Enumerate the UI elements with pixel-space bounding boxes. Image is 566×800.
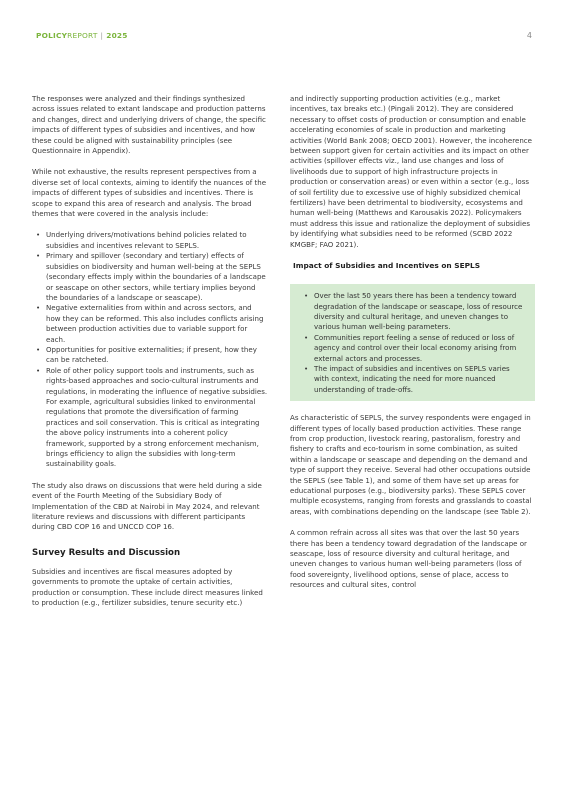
- paragraph: The study also draws on discussions that were held during a side event of the Fourth Meeting of the Subsidiary Body of Implementation of the CBD at Nairobi in May 2024, and relevant literature reviews and discussions with different participants during CBD COP 16 and UNCCD COP 16.: [32, 480, 262, 532]
- list-item: • Over the last 50 years there has been a tendency toward degradation of the landscape or seascape, loss of resource diversity and cultural heritage, and uneven changes to various human well-being parameters.: [314, 291, 525, 333]
- paragraph: Subsidies and incentives are fiscal measures adopted by governments to promote the uptake of certain activities, production or consumption. These include direct measures linked to production (e.g., fertilizer subsidies, tenure security etc.): [32, 566, 263, 608]
- paragraph: The responses were analyzed and their findings synthesized across issues related to extant landscape and production patterns and changes, direct and underlying drivers of change, the specific impacts of different types of subsidies and incentives, and how these could be aligned with sustainability principles (see Questionnaire in Appendix).: [32, 94, 266, 156]
- brand-policy: POLICY: [36, 31, 68, 40]
- themes-list: [32, 230, 268, 469]
- paragraph: and indirectly supporting production activities (e.g., market incentives, tax breaks etc.) (Pingali 2012). They are considered necessary to offset costs of production or consumption and enable accelerating economies of scale in production and marketing activities (World Bank 2008; OECD 2001). However, the incoherence between support given for certain activities and its impact on other activities (spillover effects viz., land use changes and loss of livelihoods due to support of high infrastructure projects in production or conservation areas) or even within a sector (e.g., loss of soil fertility due to excessive use of highly subsidized chemical fertilizers) have been detrimental to biodiversity, ecosystems and human well-being (Matthews and Karousakis 2022). Policymakers must address this issue and rationalize the deployment of subsidies by identifying what subsidies need to be reformed (SCBD 2022 KMGBF; FAO 2021).: [290, 94, 532, 249]
- key-findings-callout: [290, 284, 535, 401]
- list-item: • Communities report feeling a sense of reduced or loss of agency and control over their local economy arising from external actors and processes.: [314, 333, 525, 364]
- section-heading: Survey Results and Discussion: [32, 547, 181, 558]
- page-number: 4: [526, 31, 532, 40]
- paragraph: A common refrain across all sites was that over the last 50 years there has been a tendency toward degradation of the landscape or seascape, loss of resource diversity and cultural heritage, and uneven changes to various human well-being parameters (loss of food sovereignty, livelihood options, sense of place, access to resources and cultural sites, control: [290, 528, 527, 590]
- right-column: [290, 94, 535, 602]
- left-column: [32, 94, 268, 619]
- list-item: • Primary and spillover (secondary and tertiary) effects of subsidies on biodiversity and human well-being at the SEPLS (secondary effects imply within the boundaries of a landscape or seascape on other sectors, while tertiary implies beyond the boundaries of a landscape or seascape).: [46, 251, 268, 303]
- list-item: • The impact of subsidies and incentives on SEPLS varies with context, indicating the need for more nuanced understanding of trade-offs.: [314, 364, 525, 395]
- list-item: • Underlying drivers/motivations behind policies related to subsidies and incentives relevant to SEPLS.: [46, 230, 268, 251]
- list-item: • Opportunities for positive externalities; if present, how they can be ratcheted.: [46, 345, 268, 366]
- report-brand: [36, 31, 128, 40]
- list-item: • Negative externalities from within and across sectors, and how they can be reformed. This also includes conflicts arising between production activities due to variable support for each.: [46, 303, 268, 345]
- subsection-heading: Impact of Subsidies and Incentives on SEPLS: [293, 261, 481, 271]
- brand-year: 2025: [106, 31, 128, 40]
- page-header: [36, 31, 532, 45]
- brand-separator: |: [100, 31, 104, 40]
- key-findings-list: [300, 291, 525, 395]
- paragraph: While not exhaustive, the results represent perspectives from a diverse set of local contexts, aiming to identify the nuances of the impacts of different types of subsidies and incentives. There is scope to expand this area of research and analysis. The broad themes that were covered in the analysis include:: [32, 167, 267, 219]
- paragraph: As characteristic of SEPLS, the survey respondents were engaged in different types of locally based production activities. These range from crop production, livestock rearing, pastoralism, forestry and fishery to crafts and eco-tourism in some combination, as suited within a landscape or seascape and depending on the demand and type of support they receive. Several had other occupations outside the SEPLS (see Table 1), and some of them have set up areas for educational purposes (e.g., biodiversity parks). These SEPLS cover multiple ecosystems, ranging from forests and grasslands to coastal areas, with combinations depending on the landscape (see Table 2).: [290, 413, 532, 516]
- list-item: • Role of other policy support tools and instruments, such as rights-based approaches and socio-cultural instruments and regulations, in moderating the influence of negative subsidies. For example, agricultural subsidies linked to environmental regulations that promote the diversification of farming practices and soil conservation. This is critical as integrating the above policy instruments into a coherent policy framework, supported by a strong enforcement mechanism, brings efficiency to align the subsidies with long-term sustainability goals.: [46, 366, 268, 470]
- brand-report: REPORT: [67, 31, 98, 40]
